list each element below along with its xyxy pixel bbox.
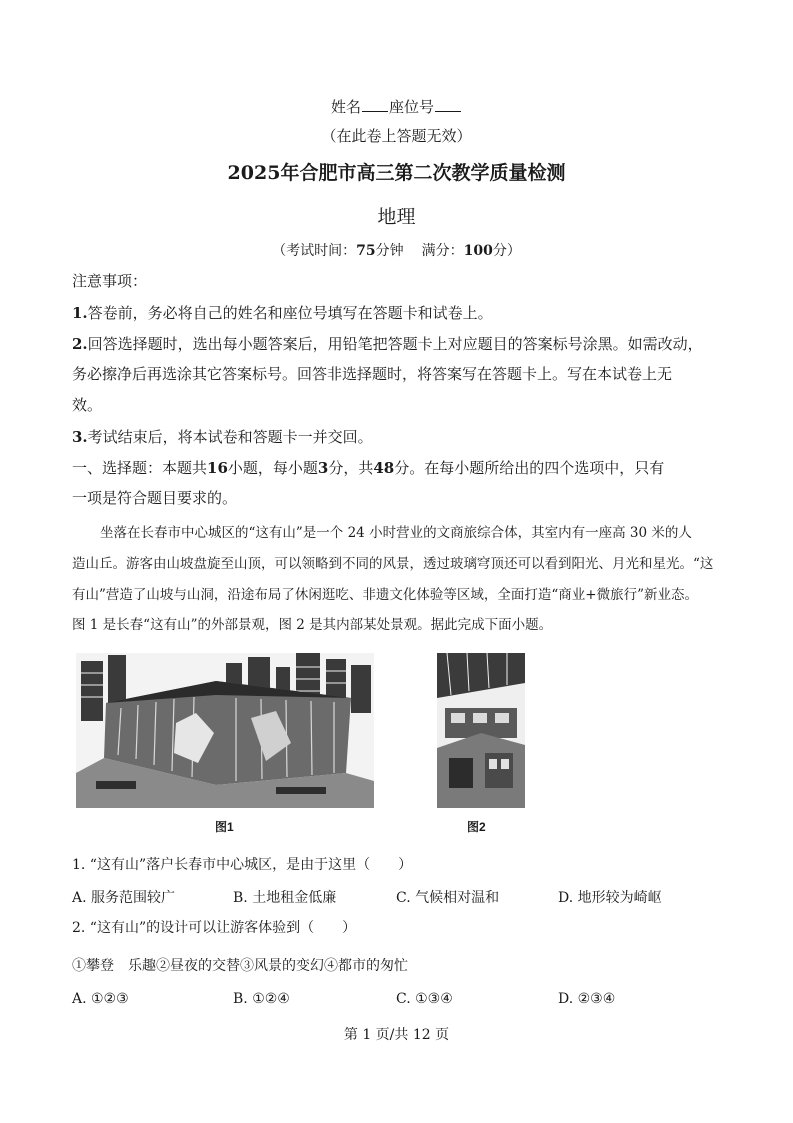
question-2-items: ①攀登 乐趣②昼夜的交替③风景的变幻④都市的匆忙	[72, 958, 408, 974]
figure-1-photo	[76, 653, 374, 808]
seat-label: 座位号	[389, 98, 435, 116]
question-2-option-d: D. ②③④	[558, 991, 616, 1007]
score-value: 100	[463, 243, 493, 259]
section-heading-cont: 一项是符合题目要求的。	[72, 489, 238, 507]
building-interior-image	[437, 653, 525, 808]
notes-heading: 注意事项：	[72, 272, 148, 290]
section-heading: 一、选择题：本题共16小题，每小题3分，共48分。在每小题所给出的四个选项中，只有	[72, 459, 665, 477]
question-1-option-b: B. 土地租金低廉	[233, 890, 337, 906]
question-1-option-d: D. 地形较为崎岖	[558, 890, 662, 906]
question-1-option-c: C. 气候相对温和	[396, 890, 500, 906]
name-label: 姓名	[330, 98, 361, 116]
figure-1-caption: 图1	[215, 820, 234, 834]
question-2-option-a: A. ①②③	[72, 991, 129, 1007]
building-exterior-image	[76, 653, 374, 808]
time-value: 75	[356, 243, 376, 259]
passage-line: 图 1 是长春“这有山”的外部景观，图 2 是其内部某处景观。据此完成下面小题。	[72, 617, 553, 633]
name-blank	[362, 97, 388, 112]
exam-title-text: 年合肥市高三第二次教学质量检测	[280, 162, 566, 184]
candidate-info	[0, 96, 793, 117]
question-2-option-c: C. ①③④	[396, 991, 453, 1007]
figure-2-photo	[437, 653, 525, 808]
note-item-2-cont: 务必擦净后再选涂其它答案标号。回答非选择题时，将答案写在答题卡上。写在本试卷上无	[72, 365, 673, 383]
figure-2-caption: 图2	[467, 820, 486, 834]
exam-meta: （考试时间：75分钟 满分：100分）	[272, 243, 521, 259]
passage-line: 造山丘。游客由山坡盘旋至山顶，可以领略到不同的风景，透过玻璃穹顶还可以看到阳光、月光和星光。“这	[72, 556, 714, 572]
exam-year: 2025	[227, 162, 281, 184]
note-item-1: 1.答卷前，务必将自己的姓名和座位号填写在答题卡和试卷上。	[72, 304, 493, 322]
note-item-2: 2.回答选择题时，选出每小题答案后，用铅笔把答题卡上对应题目的答案标号涂黑。如需改动，	[72, 335, 703, 353]
seat-blank	[435, 97, 461, 112]
note-item-3: 3.考试结束后，将本试卷和答题卡一并交回。	[72, 428, 373, 446]
question-1-option-a: A. 服务范围较广	[72, 890, 176, 906]
passage-line: 有山”营造了山坡与山洞，沿途布局了休闲逛吃、非遗文化体验等区域，全面打造“商业+微旅行”新业态。	[72, 587, 699, 603]
invalid-note: （在此卷上答题无效）	[321, 127, 472, 145]
passage-line: 坐落在长春市中心城区的“这有山”是一个 24 小时营业的文商旅综合体，其室内有一座高 30 米的人	[100, 525, 692, 541]
question-2-stem: 2. “这有山”的设计可以让游客体验到（ ）	[72, 920, 357, 936]
question-1-stem: 1. “这有山”落户长春市中心城区，是由于这里（ ）	[72, 857, 413, 873]
page-number: 第 1 页/共 12 页	[343, 1027, 450, 1043]
question-2-option-b: B. ①②④	[233, 991, 290, 1007]
note-item-2-end: 效。	[72, 396, 103, 414]
exam-title	[0, 158, 793, 185]
subject-title: 地理	[377, 206, 416, 228]
